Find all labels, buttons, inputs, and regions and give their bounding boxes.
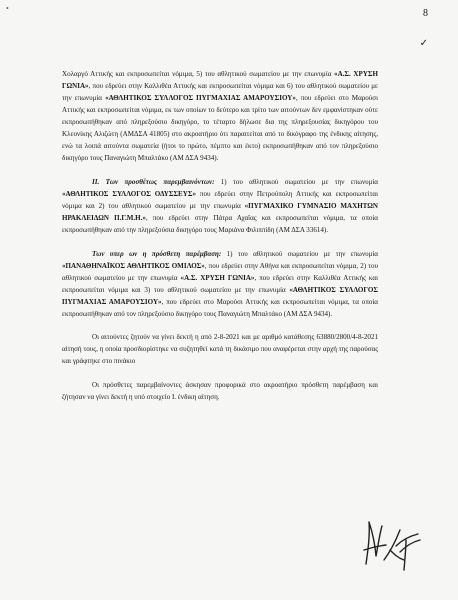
text-run: , που εδρεύει στην Καλλιθέα Αττικής και εκπροσωπείται νόμιμα και 6) του αθλητικού σωματείου με την επωνυμία <box>62 82 378 103</box>
paragraph-beneficiaries <box>62 248 378 320</box>
emphasized-text: «ΑΘΛΗΤΙΚΟΣ ΣΥΛΛΟΓΟΣ ΠΥΓΜΑΧΙΑΣ ΑΜΑΡΟΥΣΙΟΥ» <box>105 94 296 103</box>
text-run: , που εδρεύει στην Καλλιθέα Αττικής και εκπροσωπείται νόμιμα και 3) του αθλητικού σωματείου με την επωνυμία <box>62 273 378 294</box>
text-run: 1) του αθλητικού σωματείου με την επωνυμία <box>214 177 378 186</box>
text-run: Οι αιτούντες ζητούν να γίνει δεκτή η από 2-8-2021 και με αριθμό κατάθεσης 63880/2800/4-8-2021 αίτησή τους, η οποία προσδιορίστηκε να συζητηθεί κατά τη δικάσιμο που αναφέρεται στην αρχή της παρούσας και γράφτηκε στο πινάκιο <box>62 333 378 366</box>
paragraph-intervention-request <box>62 379 378 403</box>
emphasized-text: «ΑΘΛΗΤΙΚΟΣ ΣΥΛΛΟΓΟΣ ΠΥΓΜΑΧΙΑΣ ΑΜΑΡΟΥΣΙΟΥ» <box>62 285 378 306</box>
emphasized-text: Των υπερ ων η πρόσθετη παρέμβαση: <box>92 249 222 258</box>
signature-image <box>360 510 424 574</box>
page-number: 8 <box>423 8 428 19</box>
text-run: 1) του αθλητικού σωματείου με την επωνυμία <box>221 249 378 258</box>
emphasized-text: «Α.Σ. ΧΡΥΣΗ ΓΩΝΙΑ» <box>62 70 378 91</box>
paragraph-application <box>62 331 378 367</box>
check-mark-icon: ✓ <box>419 38 428 49</box>
text-run: , που εδρεύει στην Αθήνα και εκπροσωπείται νόμιμα, 2) του αθλητικού σωματείου με την επωνυμία <box>62 261 378 282</box>
paragraph-intervenors <box>62 176 378 236</box>
emphasized-text: «ΠΑΝΑΘΗΝΑΪΚΟΣ ΑΘΛΗΤΙΚΟΣ ΟΜΙΛΟΣ» <box>62 261 205 270</box>
paragraph-parties-continued <box>62 68 378 164</box>
document-body <box>62 68 378 403</box>
text-run: , που εδρεύει στο Μαρούσι Αττικής και εκπροσωπείται νόμιμα, εκ των οποίων το δεύτερο και τρίτο των αιτούντων δεν εμφανίστηκαν ούτε εκπροσωπήθηκαν από πληρεξούσιο δικηγόρο, το τέταρτο δήλωσε δια της πληρεξουσίας δικηγόρου του Κλεονίκης Αλιζώτη (ΑΜΔΣΑ 41805) στο ακροατήριο ότι παραιτείται από το δικόγραφο της ένδικης αίτησης, ενώ τα λοιπά αιτούντα σωματεία (ήτοι το πρώτο, πέμπτο και έκτο) εκπροσωπήθηκαν από τον πληρεξούσιο δικηγόρο τους Παναγιώτη Μπαλτάκο (ΑΜ ΔΣΑ 9434). <box>62 94 378 163</box>
text-run: που εδρεύει στην Πετρούπολη Αττικής και εκπροσωπείται νόμιμα και 2) του αθλητικού σωματείου με την επωνυμία <box>62 189 378 210</box>
text-run: Οι πρόσθετες παρεμβαίνοντες άσκησαν προφορικά στο ακροατήριο πρόσθετη παρέμβαση και ζήτησαν να γίνει δεκτή η υπό στοιχείο Ι. ένδικη αίτηση. <box>62 381 378 402</box>
corner-mark: • <box>6 4 9 13</box>
emphasized-text: «ΠΥΓΜΑΧΙΚΟ ΓΥΜΝΑΣΙΟ ΜΑΧΗΤΩΝ ΗΡΑΚΛΕΙΔΩΝ Π.Γ.Μ.Η.» <box>62 201 378 223</box>
emphasized-text: ΙΙ. Των προσθέτως παρεμβαινόντων: <box>92 177 215 186</box>
text-run: , που εδρεύει στο Μαρούσι Αττικής και εκπροσωπείται νόμιμα, τα οποία εκπροσωπήθηκαν από τον πληρεξούσιο δικηγόρο τους Παναγιώτη Μπαλτάκο (ΑΜ ΔΣΑ 9434). <box>62 297 378 318</box>
emphasized-text: «Α.Σ. ΧΡΥΣΗ ΓΩΝΙΑ» <box>180 273 255 282</box>
text-run: , που εδρεύει στην Πάτρα Αχαΐας και εκπροσωπείται νόμιμα, τα οποία εκπροσωπήθηκαν από την πληρεξούσια δικηγόρο τους Μαριάνα Φιλιππίδη (ΑΜ ΔΣΑ 33614). <box>62 214 378 235</box>
emphasized-text: «ΑΘΛΗΤΙΚΟΣ ΣΥΛΛΟΓΟΣ ΟΔΥΣΣΕΥΣ» <box>62 189 196 198</box>
text-run: Χολαργό Αττικής και εκπροσωπείται νόμιμα, 5) του αθλητικού σωματείου με την επωνυμία <box>62 70 335 78</box>
